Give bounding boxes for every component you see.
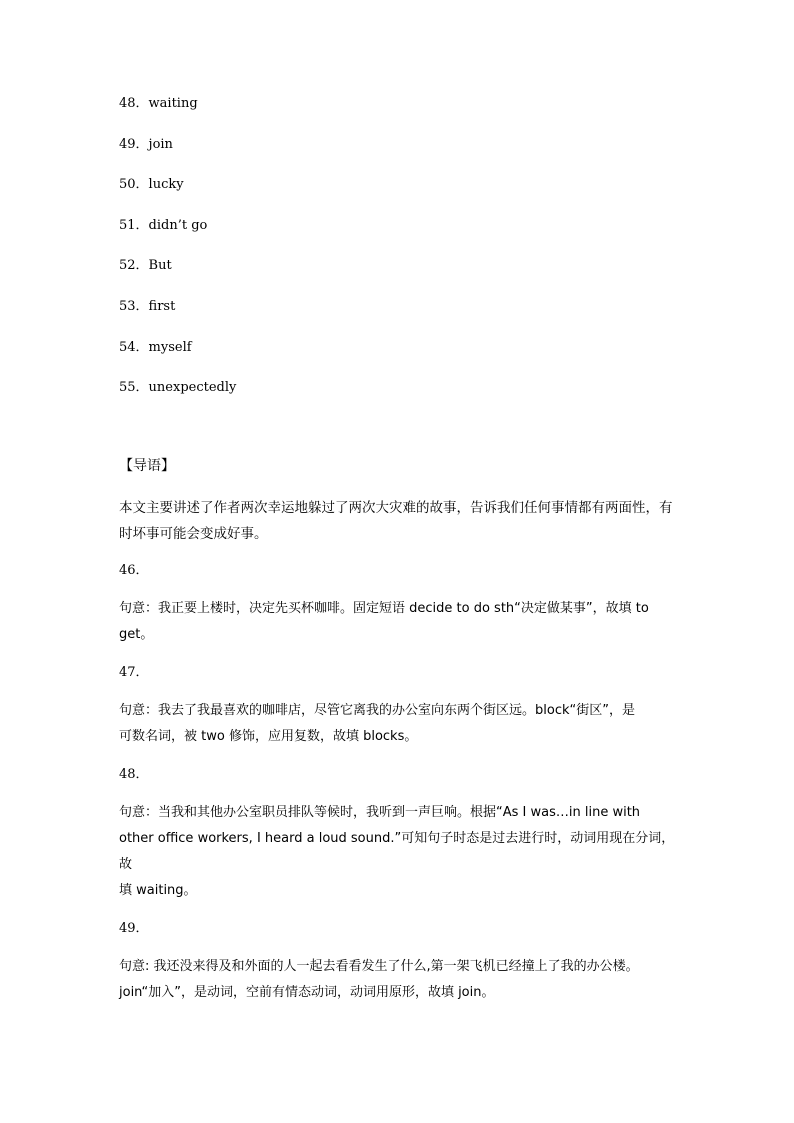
question-number: 49．: [119, 921, 149, 936]
question-explanation: 句意: 我还没来得及和外面的人一起去看看发生了什么,第一架飞机已经撞上了我的办公楼。 join“加入”，是动词，空前有情态动词，动词用原形，故填 join。: [119, 959, 639, 1000]
explanation-section: [119, 454, 679, 1020]
question-number: 48．: [119, 767, 149, 782]
answer-word: But: [148, 258, 172, 274]
answer-word: waiting: [148, 96, 198, 111]
answer-number: 54．: [119, 339, 149, 355]
answer-item: [119, 338, 679, 358]
answer-word: didn’t go: [148, 217, 208, 233]
answer-word: first: [148, 298, 176, 314]
question-explanation: 句意：我去了我最喜欢的咖啡店，尽管它离我的办公室向东两个街区远。block“街区”，是 可数名词，被 two 修饰，应用复数，故填 blocks。: [119, 703, 635, 744]
question-explanation: 句意：我正要上楼时，决定先买杯咖啡。固定短语 decide to do sth“决定做某事”，故填 to get。: [119, 601, 649, 642]
answer-number: 49．: [119, 136, 149, 152]
answer-number: 55．: [119, 380, 149, 396]
answer-word: myself: [148, 339, 192, 355]
answer-word: lucky: [148, 177, 184, 193]
answer-item: [119, 135, 679, 155]
answer-number: 52．: [119, 258, 149, 274]
answer-number: 53．: [119, 298, 149, 314]
answer-word: join: [148, 136, 173, 152]
guide-heading: 【导语】: [119, 458, 175, 474]
guide-text: 本文主要讲述了作者两次幸运地躲过了两次大灾难的故事，告诉我们任何事情都有两面性，有时坏事可能会变成好事。: [119, 500, 673, 542]
answer-number: 50．: [119, 177, 149, 193]
answer-number: 51．: [119, 217, 149, 233]
answer-number: 48．: [119, 96, 149, 111]
answer-item: [119, 175, 679, 195]
question-number: 46．: [119, 563, 149, 578]
question-number: 47．: [119, 665, 149, 680]
answer-item: [119, 378, 679, 398]
answer-word: unexpectedly: [148, 380, 237, 396]
answer-item: [119, 297, 679, 317]
answer-item: [119, 216, 679, 236]
answer-list: [119, 94, 679, 419]
question-explanation: 句意：当我和其他办公室职员排队等候时，我听到一声巨响。根据“As I was…in line with other office workers, I heard a loud sound.”可知句子时态是过去进行时，动词用现在分词，故 填 waiting。: [119, 805, 675, 898]
answer-item: [119, 256, 679, 276]
answer-item: [119, 94, 679, 114]
